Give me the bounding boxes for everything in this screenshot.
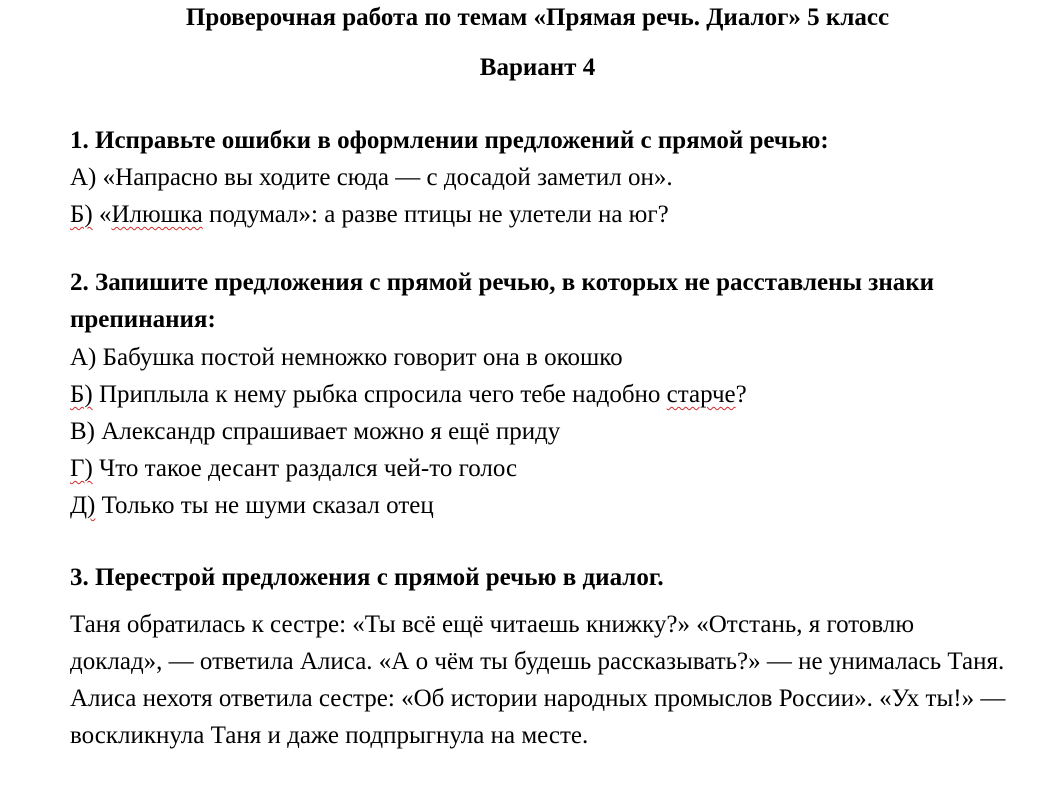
task-1-item-a [70,159,1010,196]
item-text-after: ? [735,381,747,408]
item-text-before: Приплыла к нему рыбка спросила чего тебе надобно [98,381,667,408]
item-letter: Д) [70,492,96,519]
item-text: Только ты не шуми сказал отец [101,492,434,519]
item-letter: Б) [70,381,93,408]
task-3-heading [70,559,1010,596]
item-text: Александр спрашивает можно я ещё приду [101,418,561,445]
task-3 [70,559,1010,596]
task-2-item-b [70,376,1010,413]
item-letter: В) [70,418,95,445]
item-letter: А) [70,164,97,191]
spellcheck-flagged-word: старче [666,381,736,408]
task-3-number: 3. [70,564,89,591]
item-text: Бабушка постой немножко говорит она в окошко [102,344,623,371]
task-1-heading [70,122,1010,159]
task-2-item-g [70,450,1010,487]
document-title: Проверочная работа по темам «Прямая речь. Диалог» 5 класс [185,4,890,31]
task-2-heading [70,264,1010,338]
item-text: «Напрасно вы ходите сюда — с досадой заметил он». [102,164,673,191]
item-text: Что такое десант раздался чей-то голос [99,455,518,482]
task-1-heading-text: Исправьте ошибки в оформлении предложений с прямой речью: [95,127,829,154]
task-2-items [70,339,1010,524]
item-text-after: подумал»: а разве птицы не улетели на юг? [202,201,669,228]
spellcheck-flagged-word: Илюшка [111,201,203,228]
task-2-item-d [70,487,1010,524]
task-2-number: 2. [70,269,89,296]
task-1-number: 1. [70,127,89,154]
task-3-paragraph: Таня обратилась к сестре: «Ты всё ещё читаешь книжку?» «Отстань, я готовлю доклад», — ответила Алиса. «А о чём ты будешь рассказывать?» — не унималась Таня. Алиса нехотя ответила сестре: «Об истории народных промыслов России». «Ух ты!» — воскликнула Таня и даже подпрыгнула на месте. [70,611,1006,749]
task-1-item-b [70,196,1010,233]
task-2 [70,264,1010,338]
task-2-heading-text: Запишите предложения с прямой речью, в которых не расставлены знаки препинания: [70,269,935,333]
item-text-before: « [98,201,112,228]
task-2-item-a [70,339,1010,376]
item-letter: Г) [70,455,93,482]
task-3-heading-text: Перестрой предложения с прямой речью в диалог. [95,564,664,591]
variant-label: Вариант 4 [479,54,596,81]
task-2-item-v [70,413,1010,450]
task-3-text-block [70,606,1010,754]
item-letter: Б) [70,201,93,228]
item-letter: А) [70,344,97,371]
task-1 [70,122,1010,233]
